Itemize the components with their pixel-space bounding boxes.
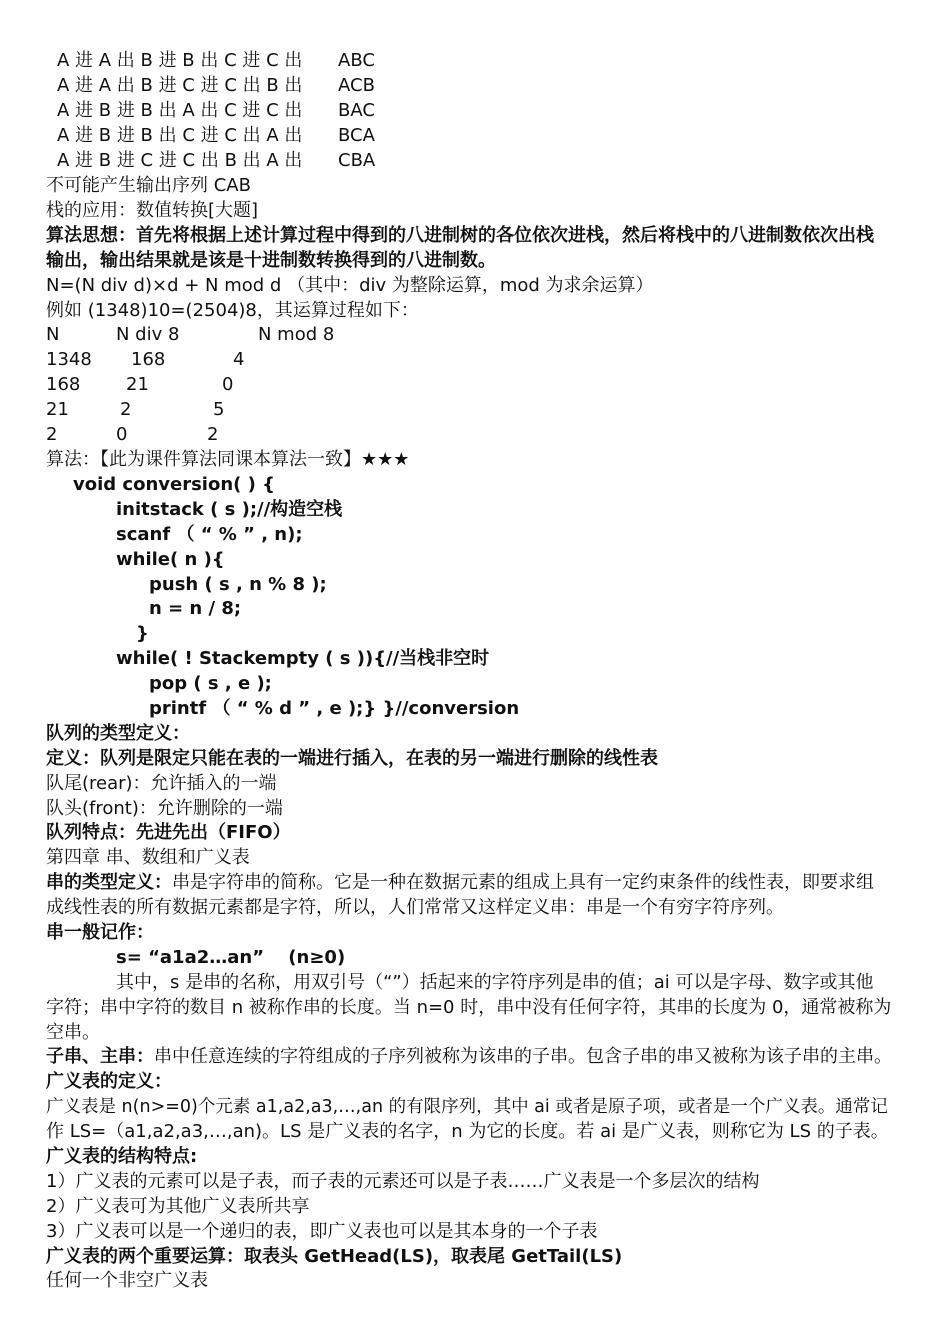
glist-definition-line-1: 广义表是 n(n>=0)个元素 a1,a2,a3,…,an 的有限序列，其中 ai 或者是原子项，或者是一个广义表。通常记: [46, 1097, 888, 1117]
sequence-output-3: BCA: [338, 125, 375, 146]
algorithm-label: 算法：【此为课件算法同课本算法一致】★★★: [46, 449, 410, 470]
queue-feature: 队列特点：先进先出（FIFO）: [46, 822, 291, 843]
string-definition-label: 串的类型定义：: [46, 872, 172, 893]
string-notation-formula: s= “a1a2…an” (n≥0): [116, 947, 346, 968]
sequence-ops-4: A 进 B 进 C 进 C 出 B 出 A 出: [57, 150, 303, 171]
code-line: push ( s , n % 8 );: [149, 574, 327, 595]
table-cell: 168: [131, 349, 166, 370]
string-explanation-line-2: 字符；串中字符的数目 n 被称作串的长度。当 n=0 时，串中没有任何字符，其串的长度为 0，通常被称为: [46, 997, 892, 1018]
code-line: printf （ “ % d ” , e );} }//conversion: [149, 698, 520, 719]
sequence-output-4: CBA: [338, 150, 376, 171]
string-definition-line-1: [46, 871, 874, 896]
glist-nonempty: 任何一个非空广义表: [46, 1270, 208, 1291]
code-line: scanf （ “ % ” , n);: [116, 524, 303, 545]
string-definition-line-2: 成线性表的所有数据元素都是字符，所以，人们常常又这样定义串：串是一个有穷字符序列。: [46, 897, 784, 918]
sequence-ops-2: A 进 B 进 B 出 A 出 C 进 C 出: [57, 100, 303, 121]
impossible-sequence-line: 不可能产生输出序列 CAB: [46, 175, 251, 196]
sequence-output-2: BAC: [338, 100, 375, 121]
glist-structure-item: 3）广义表可以是一个递归的表，即广义表也可以是其本身的一个子表: [46, 1221, 598, 1242]
table-cell: 2: [207, 424, 219, 445]
table-cell: 4: [233, 349, 245, 370]
code-line: }: [136, 623, 149, 644]
code-line: while( ! Stackempty ( s )){//当栈非空时: [116, 648, 490, 669]
substring-line: [46, 1045, 892, 1070]
table-cell: 5: [213, 399, 225, 420]
glist-operations: 广义表的两个重要运算：取表头 GetHead(LS)，取表尾 GetTail(LS): [46, 1246, 623, 1267]
table-header-n: N: [46, 324, 60, 345]
sequence-output-0: ABC: [338, 50, 375, 71]
table-cell: 2: [120, 399, 132, 420]
table-cell: 0: [222, 374, 234, 395]
string-explanation-line-1: 其中，s 是串的名称，用双引号（“”）括起来的字符序列是串的值；ai 可以是字母、数字或其他: [116, 972, 874, 993]
string-explanation-line-3: 空串。: [46, 1022, 100, 1043]
code-line: n = n / 8;: [149, 598, 242, 619]
queue-type-definition-heading: 队列的类型定义：: [46, 723, 190, 744]
glist-structure-item: 2）广义表可为其他广义表所共享: [46, 1196, 310, 1217]
queue-rear: 队尾(rear)：允许插入的一端: [46, 773, 277, 794]
conversion-formula: N=(N div d)×d + N mod d （其中：div 为整除运算，mod 为求余运算）: [46, 275, 654, 296]
chapter-title: 第四章 串、数组和广义表: [46, 847, 250, 868]
string-notation-heading: 串一般记作：: [46, 922, 154, 943]
code-line: while( n ){: [116, 549, 225, 570]
table-cell: 1348: [46, 349, 92, 370]
code-line: pop ( s , e );: [149, 673, 272, 694]
code-line: initstack ( s );//构造空栈: [116, 499, 343, 520]
table-cell: 0: [116, 424, 128, 445]
conversion-example: 例如 (1348)10=(2504)8，其运算过程如下：: [46, 300, 419, 321]
table-header-div: N div 8: [116, 324, 180, 345]
glist-definition-heading: 广义表的定义：: [46, 1071, 172, 1092]
code-line: void conversion( ) {: [73, 474, 275, 495]
table-cell: 21: [126, 374, 149, 395]
sequence-ops-1: A 进 A 出 B 进 C 进 C 出 B 出: [57, 75, 303, 96]
stack-application-line: 栈的应用：数值转换[大题]: [46, 200, 259, 221]
sequence-output-1: ACB: [338, 75, 375, 96]
queue-definition: 定义：队列是限定只能在表的一端进行插入，在表的另一端进行删除的线性表: [46, 748, 658, 769]
sequence-ops-3: A 进 B 进 B 出 C 进 C 出 A 出: [57, 125, 303, 146]
sequence-ops-0: A 进 A 出 B 进 B 出 C 进 C 出: [57, 50, 303, 71]
glist-structure-item: 1）广义表的元素可以是子表，而子表的元素还可以是子表……广义表是一个多层次的结构: [46, 1171, 760, 1192]
glist-definition-line-2: 作 LS=（a1,a2,a3,…,an)。LS 是广义表的名字，n 为它的长度。若 ai 是广义表，则称它为 LS 的子表。: [46, 1121, 889, 1142]
algorithm-idea-line-1: 算法思想：首先将根据上述计算过程中得到的八进制树的各位依次进栈，然后将栈中的八进制数依次出栈: [46, 225, 874, 246]
glist-structure-heading: 广义表的结构特点:: [46, 1146, 198, 1167]
substring-text: 串中任意连续的字符组成的子序列被称为该串的子串。包含子串的串又被称为该子串的主串。: [154, 1046, 892, 1067]
table-cell: 21: [46, 399, 69, 420]
algorithm-idea-line-2: 输出，输出结果就是该是十进制数转换得到的八进制数。: [46, 250, 496, 271]
substring-label: 子串、主串：: [46, 1046, 154, 1067]
table-cell: 168: [46, 374, 81, 395]
queue-front: 队头(front)：允许删除的一端: [46, 798, 283, 819]
string-definition-text: 串是字符串的简称。它是一种在数据元素的组成上具有一定约束条件的线性表，即要求组: [172, 872, 874, 893]
table-header-mod: N mod 8: [258, 324, 335, 345]
table-cell: 2: [46, 424, 58, 445]
